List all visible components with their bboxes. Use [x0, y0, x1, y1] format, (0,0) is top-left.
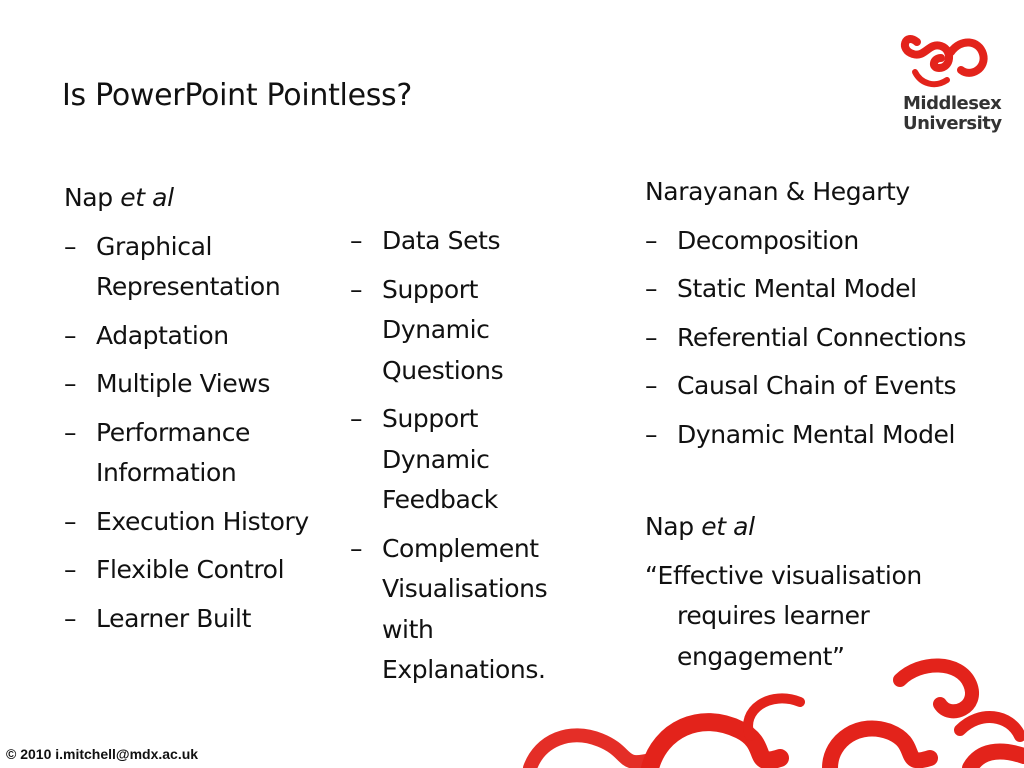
quote-heading-italic: et al — [701, 512, 755, 541]
logo-text-line1: Middlesex — [903, 93, 1002, 114]
left-column — [64, 178, 334, 647]
list-item-text: Execution History — [96, 506, 309, 536]
bullet-dash: – — [64, 506, 77, 536]
logo-text — [903, 94, 1002, 134]
list-item — [645, 415, 1020, 456]
list-item — [64, 599, 334, 640]
right-column-list — [645, 221, 1020, 456]
left-heading-italic: et al — [120, 183, 174, 212]
list-item-text: Complement Visualisations with Explanations. — [382, 533, 548, 684]
footer-copyright: © 2010 i.mitchell@mdx.ac.uk — [6, 746, 199, 762]
right-column-heading: Narayanan & Hegarty — [645, 177, 910, 206]
bullet-dash: – — [645, 371, 658, 400]
list-item-text: Multiple Views — [96, 369, 271, 398]
list-item-text: Adaptation — [96, 320, 229, 350]
list-item-text: Graphical Representation — [96, 231, 281, 301]
middlesex-swirl-icon — [895, 28, 1005, 98]
bullet-dash: – — [645, 322, 658, 352]
list-item-text: Decomposition — [677, 225, 859, 255]
quote-text: “Effective visualisation requires learner engagement” — [645, 560, 922, 671]
quote-heading — [645, 507, 1020, 548]
middle-column — [350, 221, 580, 699]
list-item-text: Data Sets — [382, 226, 501, 255]
logo-text-line2: University — [903, 113, 1002, 134]
list-item — [645, 221, 1020, 262]
list-item — [64, 364, 334, 405]
list-item — [64, 502, 334, 543]
left-heading-main: Nap — [64, 183, 121, 212]
bullet-dash: – — [645, 419, 658, 449]
list-item-text: Static Mental Model — [677, 274, 917, 303]
middle-column-list — [350, 221, 580, 691]
right-column — [645, 172, 1020, 677]
list-item-text: Support Dynamic Feedback — [382, 404, 498, 514]
middlesex-university-logo — [895, 28, 1005, 143]
bullet-dash: – — [64, 417, 77, 447]
quote-heading-main: Nap — [645, 512, 702, 541]
list-item — [64, 227, 334, 308]
bullet-dash: – — [64, 231, 77, 261]
list-item — [64, 316, 334, 357]
bullet-dash: – — [645, 274, 658, 303]
list-item — [350, 399, 580, 521]
bullet-dash: – — [645, 225, 658, 255]
bullet-dash: – — [64, 603, 77, 633]
list-item-text: Dynamic Mental Model — [677, 419, 956, 449]
list-item-text: Causal Chain of Events — [677, 371, 957, 400]
bullet-dash: – — [350, 533, 363, 563]
list-item — [645, 318, 1020, 359]
slide-title: Is PowerPoint Pointless? — [62, 78, 413, 113]
list-item-text: Performance Information — [96, 417, 251, 487]
list-item — [350, 270, 580, 392]
bullet-dash: – — [64, 369, 77, 398]
bullet-dash: – — [350, 404, 363, 433]
bullet-dash: – — [350, 274, 363, 304]
list-item — [645, 366, 1020, 407]
list-item-text: Learner Built — [96, 603, 251, 633]
bullet-dash: – — [64, 320, 77, 350]
list-item — [350, 221, 580, 262]
bullet-dash: – — [350, 226, 363, 255]
decorative-swirls — [500, 640, 1024, 768]
list-item — [64, 550, 334, 591]
list-item-text: Referential Connections — [677, 322, 967, 352]
list-item — [64, 413, 334, 494]
left-column-heading — [64, 178, 334, 219]
list-item — [645, 269, 1020, 310]
left-column-list — [64, 227, 334, 640]
list-item-text: Support Dynamic Questions — [382, 274, 504, 385]
bullet-dash: – — [64, 555, 77, 584]
list-item-text: Flexible Control — [96, 555, 285, 584]
